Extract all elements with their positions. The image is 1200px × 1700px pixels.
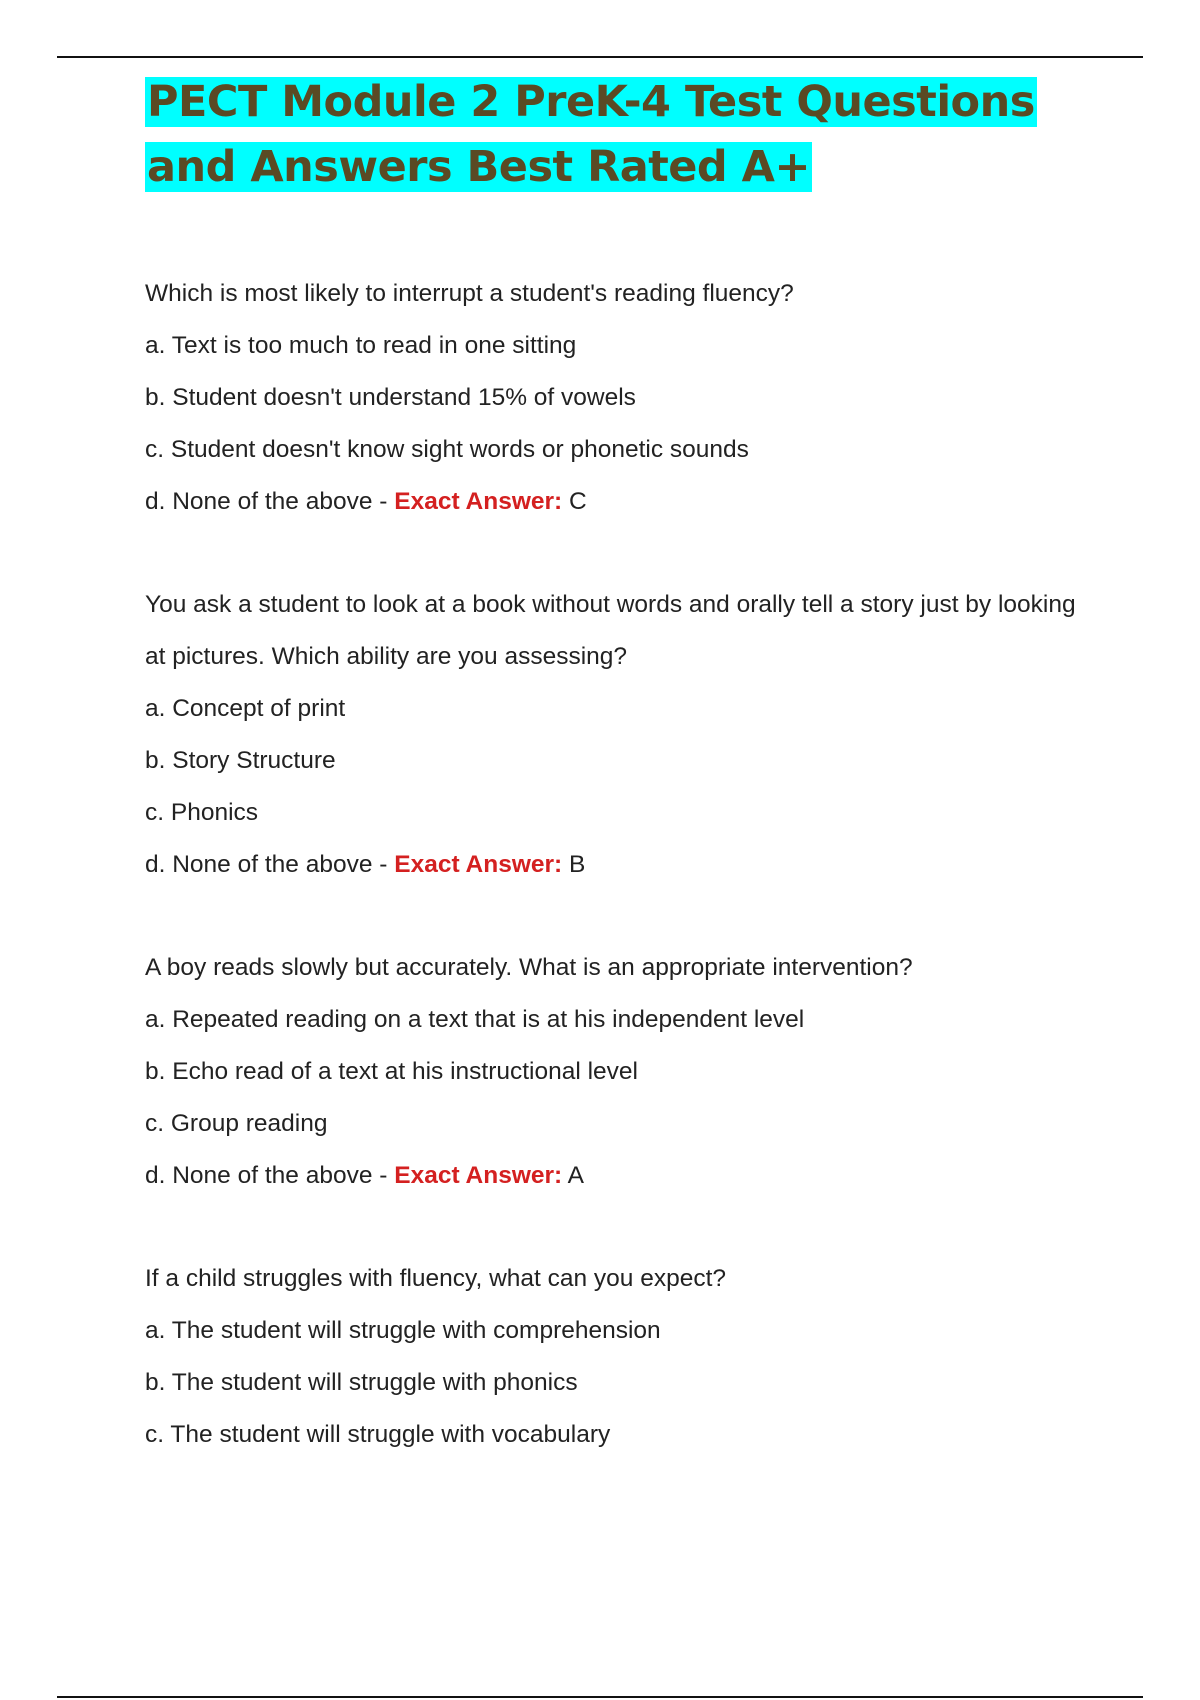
option-d-with-answer [145,476,1085,528]
option-c: c. Phonics [145,799,259,826]
question-text: Which is most likely to interrupt a student's reading fluency? [145,280,794,307]
answer-label: Exact Answer: [394,1162,563,1189]
option-d: d. None of the above [145,488,373,515]
bottom-rule [57,1696,1143,1698]
option-a: a. Concept of print [145,695,346,722]
option-d-with-answer [145,1150,1085,1202]
answer-label: Exact Answer: [394,851,563,878]
option-c: c. The student will struggle with vocabulary [145,1421,611,1448]
document-title [145,70,1085,200]
answer-value: A [567,1162,585,1189]
title-highlight: PECT Module 2 PreK-4 Test Questions and Answers Best Rated A+ [147,77,1035,192]
document-body [145,70,1085,1461]
option-b: b. Story Structure [145,747,336,774]
option-d: d. None of the above [145,851,373,878]
option-b: b. The student will struggle with phonics [145,1369,578,1396]
top-rule [57,56,1143,58]
answer-value: C [569,488,587,515]
answer-separator: - [372,488,395,515]
option-b: b. Student doesn't understand 15% of vowels [145,384,636,411]
option-a: a. The student will struggle with comprehension [145,1317,661,1344]
option-a: a. Repeated reading on a text that is at his independent level [145,1006,805,1033]
option-d: d. None of the above [145,1162,373,1189]
option-a: a. Text is too much to read in one sitting [145,332,577,359]
answer-separator: - [372,1162,395,1189]
answer-value: B [569,851,586,878]
option-c: c. Group reading [145,1110,328,1137]
option-d-with-answer [145,839,1085,891]
question-block-4 [145,1253,1085,1461]
question-text: You ask a student to look at a book without words and orally tell a story just by looking at pictures. Which ability are you assessing? [145,591,1076,670]
option-b: b. Echo read of a text at his instructional level [145,1058,638,1085]
question-text: If a child struggles with fluency, what can you expect? [145,1265,727,1292]
question-block-2 [145,579,1085,891]
answer-label: Exact Answer: [394,488,563,515]
question-block-1 [145,268,1085,528]
option-c: c. Student doesn't know sight words or phonetic sounds [145,436,749,463]
question-text: A boy reads slowly but accurately. What is an appropriate intervention? [145,954,913,981]
answer-separator: - [372,851,395,878]
question-block-3 [145,942,1085,1202]
